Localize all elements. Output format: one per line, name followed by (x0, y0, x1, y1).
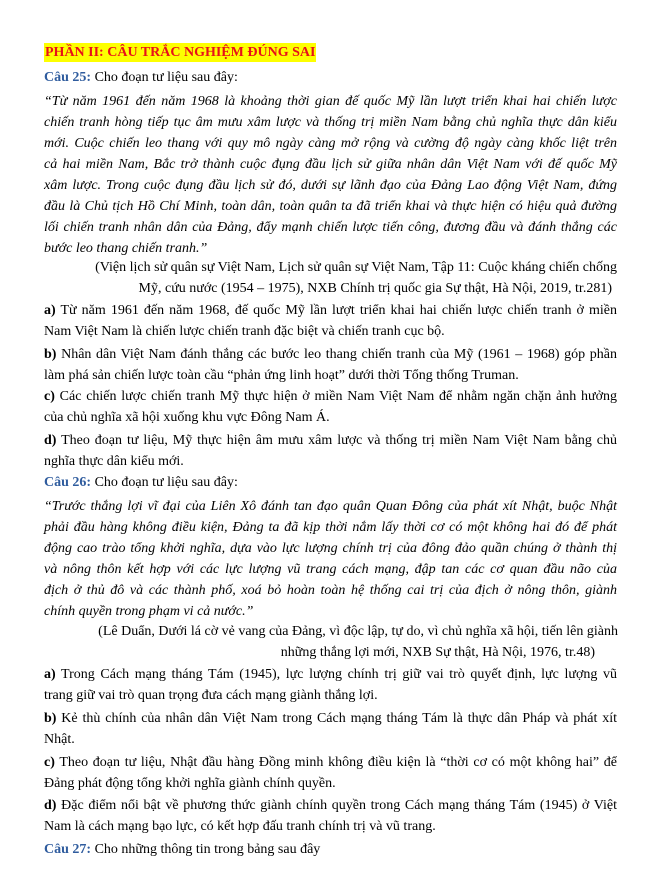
statement-d: d) Đặc điểm nổi bật về phương thức giành chính quyền trong Cách mạng tháng Tám (1945) ở Việt (44, 798, 617, 813)
statement-label: c) (44, 755, 55, 770)
quote-line: cả hai miền Nam, Bắc trở thành cuộc đụng đầu lịch sử giữa nhân dân Việt Nam với đế quốc Mỹ (44, 157, 617, 172)
quote-line: “Trước thắng lợi vĩ đại của Liên Xô đánh tan đạo quân Quan Đông của phát xít Nhật, buộc Nhật (44, 499, 617, 514)
source-citation: Mỹ, cứu nước (1954 – 1975), NXB Chính trị quốc gia Sự thật, Hà Nội, 2019, tr.281) (138, 281, 612, 296)
statement-a: a) Từ năm 1961 đến năm 1968, đế quốc Mỹ lần lượt triển khai hai chiến lược chiến tranh ở miền (44, 303, 617, 318)
quote-line: mới. Cuộc chiến leo thang với quy mô ngày càng mở rộng và cường độ ngày càng khốc liệt trên (44, 136, 617, 151)
quote-line: địch ở thủ đô và các thành phố, xoá bỏ hoàn toàn hệ thống cai trị của địch ở nông thôn, giành (44, 583, 617, 598)
statement-d: d) Theo đoạn tư liệu, Mỹ thực hiện âm mưu xâm lược và thống trị miền Nam Việt Nam bằng chủ (44, 433, 617, 448)
statement-label: c) (44, 389, 55, 404)
statement-line: nghĩa thực dân kiểu mới. (44, 454, 184, 469)
statement-label: b) (44, 711, 57, 726)
statement-label: d) (44, 433, 57, 448)
quote-line: đầu là Chủ tịch Hồ Chí Minh, toàn dân, toàn quân ta đã triển khai và thực hiện có hiệu quả đường (44, 199, 617, 214)
source-citation: những thắng lợi mới, NXB Sự thật, Hà Nội, 1976, tr.48) (280, 645, 595, 660)
statement-line: của chủ nghĩa xã hội xuống khu vực Đông Nam Á. (44, 410, 330, 425)
statement-b: b) Kẻ thù chính của nhân dân Việt Nam trong Cách mạng tháng Tám là thực dân Pháp và phát xít (44, 711, 617, 726)
question-label: Câu 25: (44, 70, 92, 85)
question-26-heading (44, 472, 238, 493)
statement-line: Đảng phát động tổng khởi nghĩa giành chính quyền. (44, 776, 336, 791)
quote-line: động cao trào tổng khởi nghĩa, dựa vào lực lượng chính trị của đông đảo quần chúng ở thành thị (44, 541, 617, 556)
source-citation: (Viện lịch sử quân sự Việt Nam, Lịch sử quân sự Việt Nam, Tập 11: Cuộc kháng chiến chống (95, 260, 617, 275)
statement-label: b) (44, 347, 57, 362)
statement-line: Nam Việt Nam là chiến lược chiến tranh đặc biệt và chiến tranh cục bộ. (44, 324, 445, 339)
quote-line: bước leo thang chiến tranh.” (44, 241, 208, 256)
statement-line: làm phá sản chiến lược toàn cầu “phản ứng linh hoạt” dưới thời Tổng thống Truman. (44, 368, 519, 383)
quote-line: lối chiến tranh nhân dân của Đảng, đẩy mạnh chiến lược tiến công, đương đầu và đánh thắng các (44, 220, 617, 235)
quote-line: và nông thôn kết hợp với các lực lượng vũ trang cách mạng, đập tan các cơ quan đầu não của (44, 562, 617, 577)
statement-line: Nhật. (44, 732, 75, 747)
quote-line: “Từ năm 1961 đến năm 1968 là khoảng thời gian đế quốc Mỹ lần lượt triển khai hai chiến lược (44, 94, 617, 109)
quote-line: chiến tranh hòng tiếp tục âm mưu xâm lược và thống trị miền Nam bằng chủ nghĩa thực dân kiểu (44, 115, 617, 130)
quote-line: xâm lược. Trong cuộc đụng đầu lịch sử đó, dưới sự lãnh đạo của Đảng Lao động Việt Nam, đứng (44, 178, 617, 193)
statement-c: c) Theo đoạn tư liệu, Nhật đầu hàng Đồng minh không điều kiện là “thời cơ có một không hai” để (44, 755, 617, 770)
statement-label: a) (44, 303, 56, 318)
section-title: PHẦN II: CÂU TRẮC NGHIỆM ĐÚNG SAI (45, 45, 316, 60)
source-citation: (Lê Duẩn, Dưới lá cờ vẻ vang của Đảng, vì độc lập, tự do, vì chủ nghĩa xã hội, tiến lên giành (98, 624, 618, 639)
statement-label: d) (44, 798, 57, 813)
quote-line: phải đầu hàng không điều kiện, Đảng ta đã kịp thời nắm lấy thời cơ có một không hai đó để phát (44, 520, 617, 535)
question-prompt: Cho đoạn tư liệu sau đây: (91, 70, 238, 85)
statement-line: trang giữ vai trò quan trọng đưa cách mạng giành thắng lợi. (44, 688, 378, 703)
question-prompt: Cho đoạn tư liệu sau đây: (91, 475, 238, 490)
statement-a: a) Trong Cách mạng tháng Tám (1945), lực lượng chính trị giữ vai trò quyết định, lực lượng vũ (44, 667, 617, 682)
statement-c: c) Các chiến lược chiến tranh Mỹ thực hiện ở miền Nam Việt Nam để nhằm ngăn chặn ảnh hưởng (44, 389, 617, 404)
question-label: Câu 27: (44, 842, 92, 857)
statement-label: a) (44, 667, 56, 682)
statement-line: Nam là cách mạng bạo lực, có kết hợp đấu tranh chính trị và vũ trang. (44, 819, 436, 834)
statement-b: b) Nhân dân Việt Nam đánh thắng các bước leo thang chiến tranh của Mỹ (1961 – 1968) góp phần (44, 347, 617, 362)
question-label: Câu 26: (44, 475, 92, 490)
question-prompt: Cho những thông tin trong bảng sau đây (91, 842, 321, 857)
question-25-heading (44, 67, 238, 88)
quote-line: chính quyền trong phạm vi cả nước.” (44, 604, 254, 619)
question-27-heading (44, 839, 320, 860)
